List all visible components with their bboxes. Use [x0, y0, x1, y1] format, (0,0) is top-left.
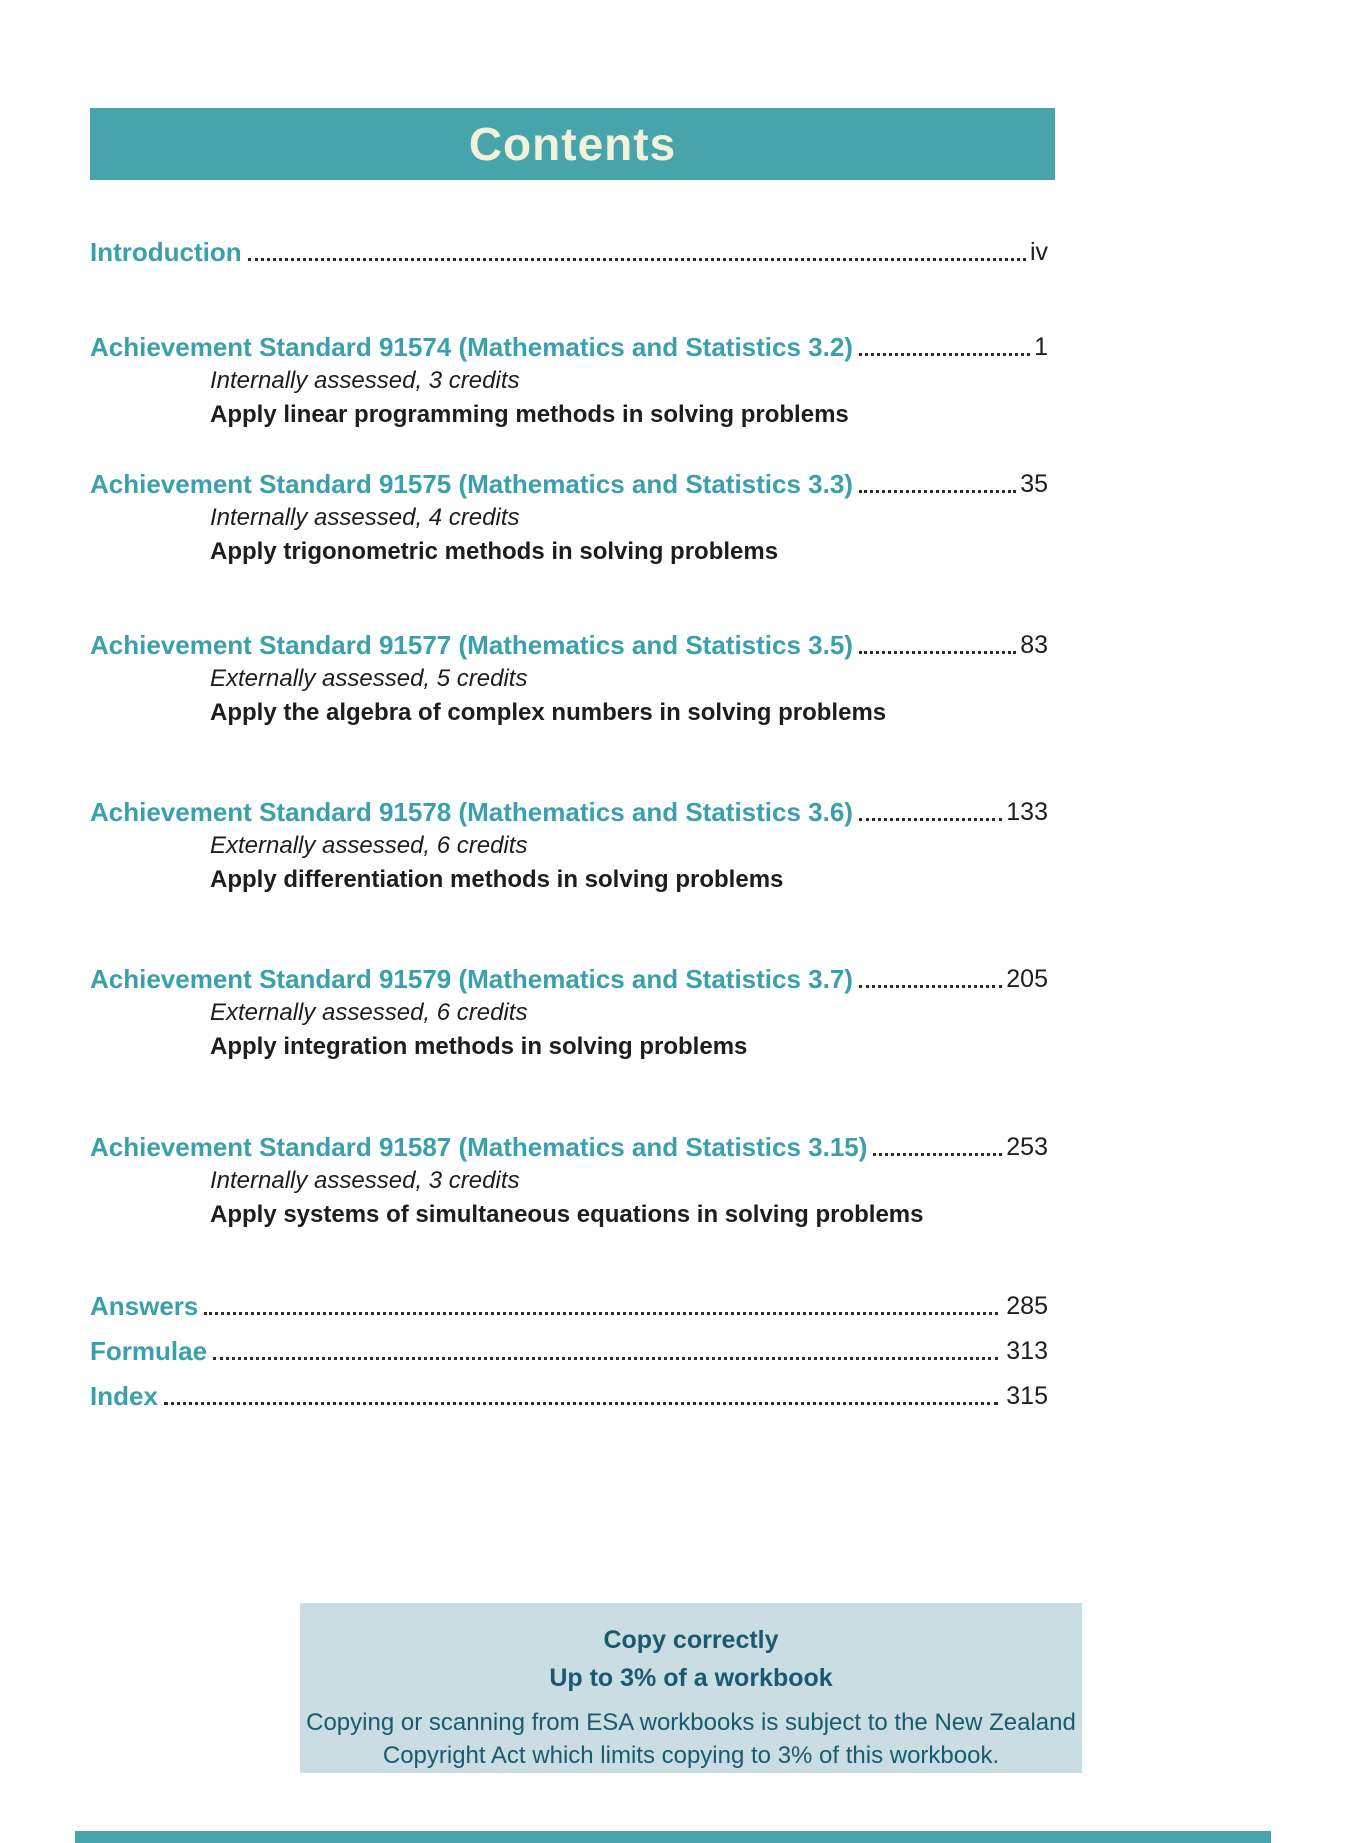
credits-line: Externally assessed, 5 credits	[210, 665, 528, 692]
toc-entry-title-row	[90, 467, 1048, 501]
page-number: 35	[1020, 470, 1048, 498]
toc-entry-title-row	[90, 795, 1048, 829]
dotted-leader	[164, 1402, 998, 1405]
page-number: 83	[1020, 631, 1048, 659]
credits-line: Externally assessed, 6 credits	[210, 832, 528, 859]
page-number: iv	[1029, 238, 1048, 266]
dotted-leader	[859, 353, 1030, 356]
credits-line: Internally assessed, 3 credits	[210, 1167, 520, 1194]
credits-line: Externally assessed, 6 credits	[210, 999, 528, 1026]
toc-entry-title-row	[90, 628, 1048, 662]
page-number: 253	[1006, 1133, 1048, 1161]
description-line: Apply linear programming methods in solving problems	[210, 401, 849, 428]
copyright-body-line-1: Copying or scanning from ESA workbooks is subject to the New Zealand	[306, 1709, 1076, 1736]
toc-entry-label: Formulae	[90, 1336, 208, 1366]
footer-rule	[75, 1831, 1271, 1843]
toc-entry-title-row	[90, 330, 1048, 364]
toc-section-91577	[90, 628, 1048, 730]
toc-entry-title-row	[90, 1130, 1048, 1164]
page-title: Contents	[468, 118, 677, 170]
description-line: Apply the algebra of complex numbers in solving problems	[210, 699, 887, 726]
copy-correctly-heading: Copy correctly	[603, 1626, 779, 1654]
dotted-leader	[213, 1357, 998, 1360]
toc-entry-label: Index	[90, 1381, 158, 1411]
dotted-leader	[204, 1312, 998, 1315]
page-number: 285	[1006, 1292, 1048, 1320]
page-number: 133	[1006, 798, 1048, 826]
toc-entry-formulae	[90, 1334, 1048, 1368]
dotted-leader	[859, 490, 1016, 493]
page-number: 1	[1034, 333, 1048, 361]
copyright-notice-box	[300, 1603, 1082, 1773]
toc-entry-label: Achievement Standard 91578 (Mathematics and Statistics 3.6)	[90, 797, 853, 827]
toc-entry-label: Answers	[90, 1291, 199, 1321]
dotted-leader	[248, 258, 1026, 261]
page-number: 315	[1006, 1382, 1048, 1410]
dotted-leader	[873, 1153, 1002, 1156]
copyright-body-line-2: Copyright Act which limits copying to 3% of this workbook.	[382, 1742, 1000, 1769]
toc-entry-label: Achievement Standard 91579 (Mathematics and Statistics 3.7)	[90, 964, 853, 994]
toc-section-91575	[90, 467, 1048, 569]
dotted-leader	[859, 651, 1016, 654]
toc-section-91579	[90, 962, 1048, 1064]
toc-entry-label: Achievement Standard 91577 (Mathematics and Statistics 3.5)	[90, 630, 853, 660]
toc-entry-introduction	[90, 235, 1048, 269]
contents-header-bar	[90, 108, 1055, 180]
toc-entry-label: Introduction	[90, 237, 242, 267]
toc-section-91578	[90, 795, 1048, 897]
toc-entry-label: Achievement Standard 91575 (Mathematics and Statistics 3.3)	[90, 469, 853, 499]
credits-line: Internally assessed, 3 credits	[210, 367, 520, 394]
description-line: Apply trigonometric methods in solving problems	[210, 538, 779, 565]
toc-entry-label: Achievement Standard 91587 (Mathematics and Statistics 3.15)	[90, 1132, 868, 1162]
page-number: 313	[1006, 1337, 1048, 1365]
toc-section-91587	[90, 1130, 1048, 1232]
toc-back-matter	[90, 1289, 1048, 1413]
copy-limit-heading: Up to 3% of a workbook	[549, 1664, 833, 1692]
page-number: 205	[1006, 965, 1048, 993]
toc-section-91574	[90, 330, 1048, 432]
description-line: Apply integration methods in solving problems	[210, 1033, 748, 1060]
description-line: Apply systems of simultaneous equations in solving problems	[210, 1201, 924, 1228]
dotted-leader	[859, 985, 1002, 988]
toc-entry-title-row	[90, 962, 1048, 996]
table-of-contents	[90, 235, 1048, 1413]
credits-line: Internally assessed, 4 credits	[210, 504, 520, 531]
description-line: Apply differentiation methods in solving problems	[210, 866, 784, 893]
toc-entry-answers	[90, 1289, 1048, 1323]
dotted-leader	[859, 818, 1002, 821]
toc-entry-index	[90, 1379, 1048, 1413]
toc-entry-label: Achievement Standard 91574 (Mathematics and Statistics 3.2)	[90, 332, 853, 362]
